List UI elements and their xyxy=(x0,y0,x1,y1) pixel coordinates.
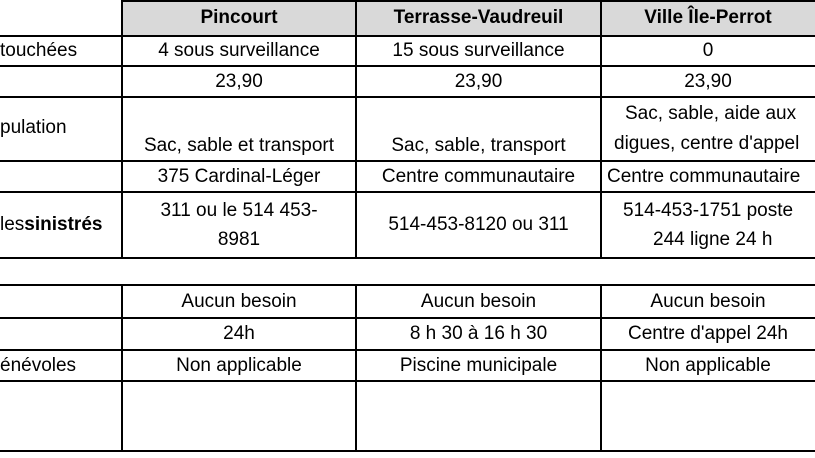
row5-perrot-line1: 514-453-1751 poste xyxy=(623,199,794,221)
row6-pincourt: Aucun besoin xyxy=(181,291,297,312)
row3-perrot-line1: Sac, sable, aide aux xyxy=(625,103,797,124)
row3-label: pulation xyxy=(0,117,67,138)
row1-pincourt: 4 sous surveillance xyxy=(158,40,320,61)
row5-perrot-line2: 244 ligne 24 h xyxy=(653,228,773,250)
grid-line xyxy=(122,0,815,2)
row4-pincourt: 375 Cardinal-Léger xyxy=(157,165,321,187)
row8-pincourt: Non applicable xyxy=(176,354,302,376)
row3-pincourt: Sac, sable et transport xyxy=(143,135,335,156)
grid-line xyxy=(600,284,602,452)
grid-line xyxy=(355,284,357,452)
row1-perrot: 0 xyxy=(702,40,714,61)
row2-terrasse: 23,90 xyxy=(454,70,503,92)
header-pincourt: Pincourt xyxy=(122,0,356,36)
row5-terrasse: 514-453-8120 ou 311 xyxy=(388,214,569,235)
row8-terrasse: Piscine municipale xyxy=(399,354,558,376)
row3-terrasse: Sac, sable, transport xyxy=(391,135,566,156)
row8-perrot: Non applicable xyxy=(645,354,771,376)
row1-label: touchées xyxy=(0,40,78,61)
header-terrasse-vaudreuil: Terrasse-Vaudreuil xyxy=(356,0,601,36)
row6-perrot: Aucun besoin xyxy=(650,291,766,312)
grid-line xyxy=(121,284,123,452)
row4-terrasse: Centre communautaire xyxy=(381,165,576,187)
grid-line xyxy=(355,0,357,259)
row5-pincourt-line2: 8981 xyxy=(217,228,261,250)
row7-perrot: Centre d'appel 24h xyxy=(628,323,788,344)
row5-pincourt-line1: 311 ou le 514 453- xyxy=(160,199,318,221)
row2-perrot: 23,90 xyxy=(684,70,732,92)
row7-pincourt: 24h xyxy=(223,323,255,344)
row5-label-bold: sinistrés xyxy=(24,214,103,235)
grid-line xyxy=(600,0,602,259)
row7-terrasse: 8 h 30 à 16 h 30 xyxy=(409,323,548,344)
row5-label xyxy=(0,192,122,258)
row5-label-prefix: les xyxy=(0,214,25,235)
row3-perrot-line2: digues, centre d'appel xyxy=(614,133,800,154)
row8-label: énévoles xyxy=(0,354,77,376)
row1-terrasse: 15 sous surveillance xyxy=(392,40,565,61)
row4-perrot: Centre communautaire xyxy=(607,165,801,187)
row6-terrasse: Aucun besoin xyxy=(420,291,537,312)
row2-pincourt: 23,90 xyxy=(215,70,263,92)
header-ville-ile-perrot: Ville Île-Perrot xyxy=(601,0,815,36)
grid-line xyxy=(121,0,123,259)
